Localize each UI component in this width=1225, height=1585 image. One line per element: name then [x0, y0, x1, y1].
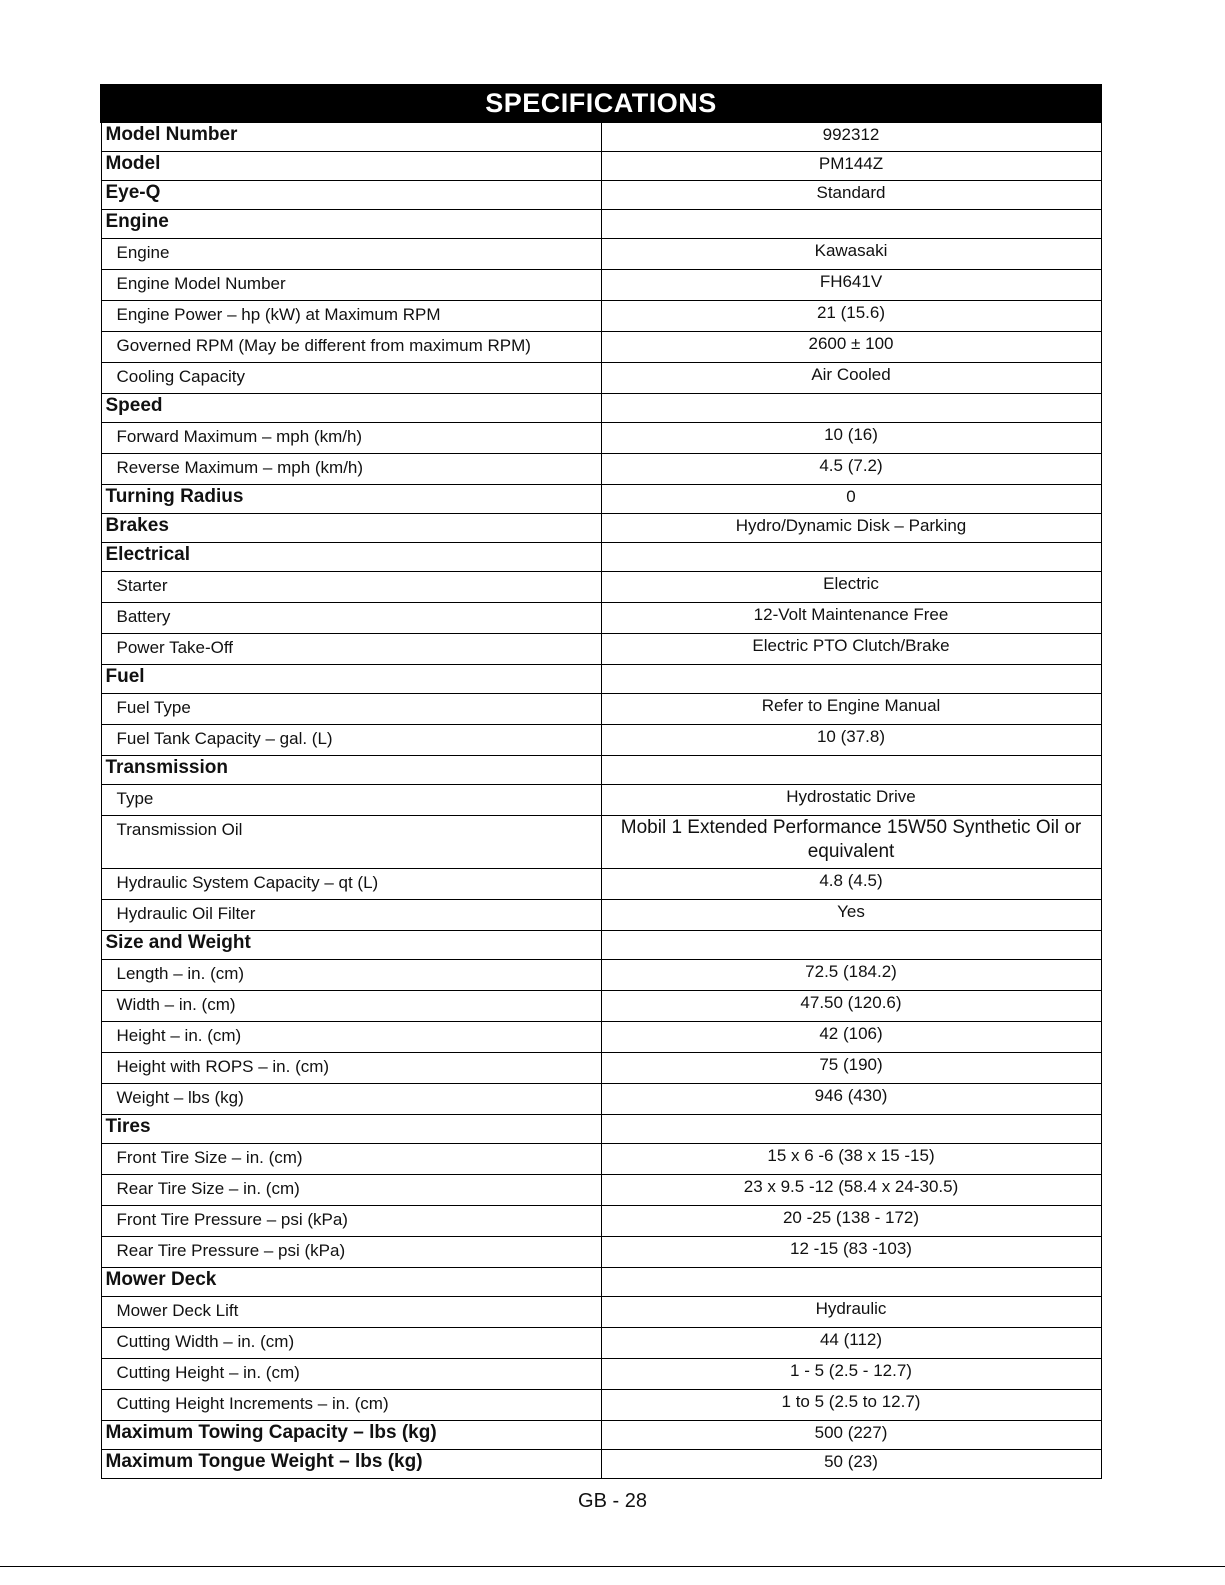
section-row [101, 1115, 1101, 1144]
section-label: Size and Weight [101, 931, 601, 960]
spec-row [101, 991, 1101, 1022]
spec-value: 47.50 (120.6) [601, 991, 1101, 1022]
spec-value: 21 (15.6) [601, 301, 1101, 332]
spec-value: 1 to 5 (2.5 to 12.7) [601, 1390, 1101, 1421]
spec-label: Engine Power – hp (kW) at Maximum RPM [101, 301, 601, 332]
spec-value: Electric PTO Clutch/Brake [601, 634, 1101, 665]
section-row [101, 931, 1101, 960]
spec-label: Governed RPM (May be different from maximum RPM) [101, 332, 601, 363]
spec-value: 72.5 (184.2) [601, 960, 1101, 991]
spec-value: PM144Z [601, 152, 1101, 181]
spec-label: Transmission Oil [101, 816, 601, 869]
spec-label: Weight – lbs (kg) [101, 1084, 601, 1115]
page-number: GB - 28 [578, 1490, 647, 1512]
spec-row [101, 332, 1101, 363]
spec-label: Fuel Type [101, 694, 601, 725]
section-label: Eye-Q [101, 181, 601, 210]
spec-value: 1 - 5 (2.5 - 12.7) [601, 1359, 1101, 1390]
spec-value: Air Cooled [601, 363, 1101, 394]
spec-row [101, 572, 1101, 603]
spec-value: FH641V [601, 270, 1101, 301]
spec-value: 2600 ± 100 [601, 332, 1101, 363]
spec-row [101, 423, 1101, 454]
spec-row [101, 1237, 1101, 1268]
spec-row [101, 301, 1101, 332]
specifications-table [100, 84, 1102, 1479]
bottom-rule [0, 1566, 1225, 1567]
spec-value: 20 -25 (138 - 172) [601, 1206, 1101, 1237]
spec-value [601, 665, 1101, 694]
section-row [101, 514, 1101, 543]
spec-value: Kawasaki [601, 239, 1101, 270]
section-label: Fuel [101, 665, 601, 694]
section-row [101, 485, 1101, 514]
spec-label: Forward Maximum – mph (km/h) [101, 423, 601, 454]
spec-row [101, 1053, 1101, 1084]
section-row [101, 210, 1101, 239]
spec-row [101, 1144, 1101, 1175]
spec-row [101, 785, 1101, 816]
spec-value [601, 756, 1101, 785]
spec-value: 44 (112) [601, 1328, 1101, 1359]
spec-label: Starter [101, 572, 601, 603]
spec-value: 23 x 9.5 -12 (58.4 x 24-30.5) [601, 1175, 1101, 1206]
spec-value: 0 [601, 485, 1101, 514]
spec-row [101, 1390, 1101, 1421]
spec-value: Standard [601, 181, 1101, 210]
spec-value: 992312 [601, 122, 1101, 152]
spec-value: Electric [601, 572, 1101, 603]
spec-row [101, 1175, 1101, 1206]
spec-value [601, 394, 1101, 423]
spec-value [601, 1268, 1101, 1297]
spec-label: Fuel Tank Capacity – gal. (L) [101, 725, 601, 756]
spec-value [601, 543, 1101, 572]
spec-label: Cutting Height Increments – in. (cm) [101, 1390, 601, 1421]
section-row [101, 665, 1101, 694]
spec-value: 12-Volt Maintenance Free [601, 603, 1101, 634]
spec-row [101, 1084, 1101, 1115]
spec-value: 500 (227) [601, 1421, 1101, 1450]
spec-value [601, 1115, 1101, 1144]
section-row [101, 394, 1101, 423]
spec-label: Width – in. (cm) [101, 991, 601, 1022]
section-row [101, 756, 1101, 785]
spec-value: Refer to Engine Manual [601, 694, 1101, 725]
section-label: Model [101, 152, 601, 181]
spec-row [101, 960, 1101, 991]
table-title: SPECIFICATIONS [101, 85, 1101, 122]
spec-value [601, 931, 1101, 960]
spec-row [101, 454, 1101, 485]
spec-label: Reverse Maximum – mph (km/h) [101, 454, 601, 485]
spec-value: Hydrostatic Drive [601, 785, 1101, 816]
section-label: Mower Deck [101, 1268, 601, 1297]
spec-row [101, 239, 1101, 270]
spec-label: Power Take-Off [101, 634, 601, 665]
spec-value: 4.5 (7.2) [601, 454, 1101, 485]
spec-row [101, 634, 1101, 665]
section-label: Maximum Towing Capacity – lbs (kg) [101, 1421, 601, 1450]
spec-row [101, 725, 1101, 756]
spec-value: 50 (23) [601, 1450, 1101, 1479]
spec-row [101, 1022, 1101, 1053]
specifications-body [101, 122, 1101, 1479]
spec-label: Rear Tire Size – in. (cm) [101, 1175, 601, 1206]
section-row [101, 543, 1101, 572]
spec-value: 10 (37.8) [601, 725, 1101, 756]
section-label: Tires [101, 1115, 601, 1144]
spec-label: Engine Model Number [101, 270, 601, 301]
section-label: Maximum Tongue Weight – lbs (kg) [101, 1450, 601, 1479]
spec-value: 75 (190) [601, 1053, 1101, 1084]
spec-label: Height – in. (cm) [101, 1022, 601, 1053]
spec-label: Cooling Capacity [101, 363, 601, 394]
spec-label: Battery [101, 603, 601, 634]
spec-label: Cutting Height – in. (cm) [101, 1359, 601, 1390]
table-title-row [101, 85, 1101, 122]
spec-label: Rear Tire Pressure – psi (kPa) [101, 1237, 601, 1268]
spec-row [101, 1297, 1101, 1328]
spec-label: Hydraulic Oil Filter [101, 900, 601, 931]
spec-row [101, 603, 1101, 634]
spec-value [601, 210, 1101, 239]
spec-row [101, 1328, 1101, 1359]
spec-value: 42 (106) [601, 1022, 1101, 1053]
section-label: Electrical [101, 543, 601, 572]
section-row [101, 122, 1101, 152]
spec-label: Front Tire Size – in. (cm) [101, 1144, 601, 1175]
spec-value: Yes [601, 900, 1101, 931]
spec-row [101, 816, 1101, 869]
section-row [101, 1450, 1101, 1479]
section-row [101, 181, 1101, 210]
section-label: Speed [101, 394, 601, 423]
section-label: Transmission [101, 756, 601, 785]
section-label: Model Number [101, 122, 601, 152]
spec-value: 946 (430) [601, 1084, 1101, 1115]
spec-label: Hydraulic System Capacity – qt (L) [101, 869, 601, 900]
spec-value: Mobil 1 Extended Performance 15W50 Synthetic Oil or equivalent [601, 816, 1101, 869]
spec-row [101, 270, 1101, 301]
spec-row [101, 1206, 1101, 1237]
section-row [101, 1268, 1101, 1297]
spec-value: Hydro/Dynamic Disk – Parking [601, 514, 1101, 543]
section-row [101, 1421, 1101, 1450]
spec-value: 4.8 (4.5) [601, 869, 1101, 900]
spec-row [101, 869, 1101, 900]
spec-row [101, 694, 1101, 725]
spec-row [101, 900, 1101, 931]
section-row [101, 152, 1101, 181]
spec-label: Mower Deck Lift [101, 1297, 601, 1328]
spec-row [101, 1359, 1101, 1390]
spec-label: Height with ROPS – in. (cm) [101, 1053, 601, 1084]
spec-label: Engine [101, 239, 601, 270]
spec-label: Type [101, 785, 601, 816]
spec-row [101, 363, 1101, 394]
spec-value: 10 (16) [601, 423, 1101, 454]
spec-label: Length – in. (cm) [101, 960, 601, 991]
section-label: Engine [101, 210, 601, 239]
spec-value: 12 -15 (83 -103) [601, 1237, 1101, 1268]
spec-value: 15 x 6 -6 (38 x 15 -15) [601, 1144, 1101, 1175]
spec-label: Front Tire Pressure – psi (kPa) [101, 1206, 601, 1237]
spec-label: Cutting Width – in. (cm) [101, 1328, 601, 1359]
section-label: Turning Radius [101, 485, 601, 514]
spec-value: Hydraulic [601, 1297, 1101, 1328]
section-label: Brakes [101, 514, 601, 543]
